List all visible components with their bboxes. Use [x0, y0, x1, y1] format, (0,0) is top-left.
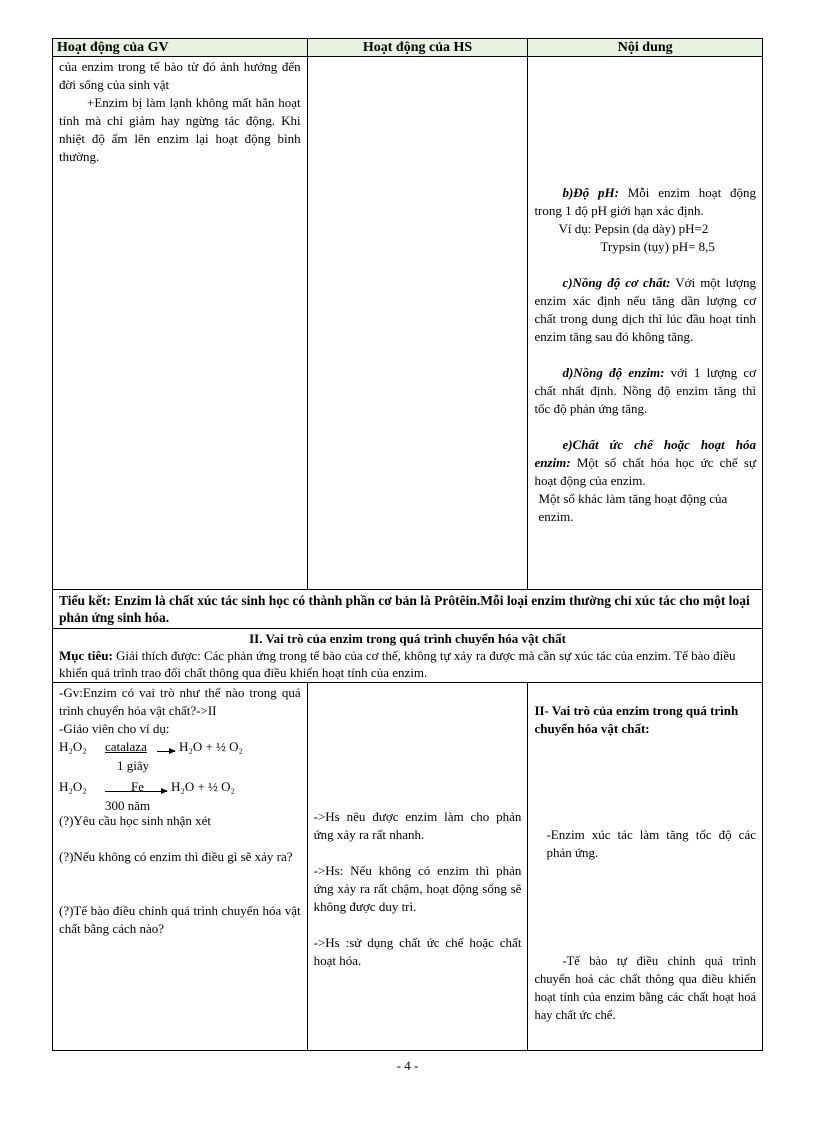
- nd-paragraph: Một số khác làm tăng hoạt động của enzim.: [538, 491, 728, 524]
- nd-section-title: II- Vai trò của enzim trong quá trình chuyển hóa vật chất:: [534, 703, 739, 736]
- gv-paragraph: +Enzim bị làm lạnh không mất hẳn hoạt tính mà chỉ giảm hay ngừng tác động. Khi nhiệt độ ấm lên enzim lại hoạt động bình thường.: [59, 95, 301, 164]
- gv-cell: [53, 57, 308, 590]
- summary-text: Tiểu kết: Enzim là chất xúc tác sinh học có thành phần cơ bản là Prôtêin.Mỗi loại enzim thường chỉ xúc tác cho một loại phản ứng sinh hóa.: [53, 590, 763, 629]
- nd-paragraph: -Tế bào tự điều chỉnh quá trình chuyển hoá các chất thông qua điều khiển hoạt tính của enzim bằng các chất hoạt hoá hay chất ức chế.: [534, 954, 756, 1022]
- nd-cell: [528, 57, 763, 590]
- reaction-time: 1 giây: [117, 758, 150, 773]
- gv-question: (?)Tế bào điều chỉnh quá trình chuyển hóa vật chất bằng cách nào?: [59, 903, 301, 936]
- section-row: [53, 629, 763, 683]
- nd-item-ph: b)Độ pH: Mỗi enzim hoạt động trong 1 độ pH giới hạn xác định.: [534, 185, 756, 218]
- header-nd: Nội dung: [528, 39, 763, 57]
- hs-cell: [307, 683, 528, 1051]
- reaction-1: [59, 738, 301, 778]
- section-title: II. Vai trò của enzim trong quá trình chuyển hóa vật chất: [249, 631, 566, 646]
- catalyst: Fe: [131, 779, 144, 794]
- section-goal: Mục tiêu: Giải thích được: Các phản ứng trong tế bào của cơ thể, không tự xảy ra được mà cần sự xúc tác của enzim. Tế bào điều khiển quá trình trao đổi chất thông qua điều khiển hoạt tính của enzim.: [59, 648, 736, 680]
- product: H₂O + ½ O₂: [171, 779, 236, 794]
- reaction-2: [59, 778, 301, 818]
- gv-cell: [53, 683, 308, 1051]
- product: H₂O + ½ O₂: [179, 739, 244, 754]
- reaction-time: 300 năm: [105, 798, 151, 813]
- hs-answer: ->Hs :sử dụng chất ức chế hoặc chất hoạt hóa.: [313, 935, 522, 968]
- gv-paragraph: của enzim trong tế bào từ đó ảnh hưởng đến đời sống của sinh vật: [59, 59, 301, 92]
- gv-question: -Gv:Enzim có vai trò như thế nào trong quá trình chuyển hóa vật chất?->II: [59, 685, 301, 718]
- hs-cell: [307, 57, 528, 590]
- table-row: [53, 57, 763, 590]
- nd-paragraph: -Enzim xúc tác làm tăng tốc độ các phản ứng.: [546, 827, 756, 860]
- gv-question: (?)Nếu không có enzim thì điều gì sẽ xảy ra?: [59, 849, 293, 864]
- nd-item-inhibitor: e)Chất ức chế hoặc hoạt hóa enzim: Một số chất hóa học ức chế sự hoạt động của enzim.: [534, 437, 756, 488]
- nd-example: Trypsin (tụy) pH= 8,5: [600, 239, 715, 254]
- catalyst: catalaza: [105, 739, 147, 754]
- section-cell: [53, 629, 763, 683]
- header-hs: Hoạt động của HS: [307, 39, 528, 57]
- nd-example: Ví dụ: Pepsin (dạ dày) pH=2: [558, 221, 709, 236]
- table-header-row: [53, 39, 763, 57]
- hs-answer: ->Hs: Nếu không có enzim thì phản ứng xảy ra rất chậm, hoạt động sống sẽ không được duy trì.: [313, 863, 522, 914]
- table-row: [53, 683, 763, 1051]
- nd-cell: [528, 683, 763, 1051]
- lesson-table: [52, 38, 763, 1051]
- hs-answer: ->Hs nêu được enzim làm cho phản ứng xảy ra rất nhanh.: [313, 809, 522, 842]
- summary-row: [53, 590, 763, 629]
- page-number: - 4 -: [396, 1058, 419, 1073]
- nd-item-enzyme-conc: d)Nồng độ enzim: với 1 lượng cơ chất nhất định. Nồng độ enzim tăng thì tốc độ phản ứng tăng.: [534, 365, 757, 416]
- reaction-arrow-icon: [105, 791, 167, 792]
- reaction-arrow-icon: [157, 751, 175, 752]
- document-page: [52, 38, 763, 1051]
- reactant: H₂O₂: [59, 739, 87, 754]
- gv-example-label: -Giáo viên cho ví dụ:: [59, 721, 170, 736]
- nd-item-substrate: c)Nồng độ cơ chất: Với một lượng enzim xác định nếu tăng dần lượng cơ chất trong dung dịch thì lúc đầu hoạt tính enzim tăng sau đó không tăng.: [534, 275, 756, 344]
- gv-question: (?)Yêu cầu học sinh nhận xét: [59, 813, 211, 828]
- reactant: H₂O₂: [59, 779, 87, 794]
- header-gv: Hoạt động của GV: [53, 39, 308, 57]
